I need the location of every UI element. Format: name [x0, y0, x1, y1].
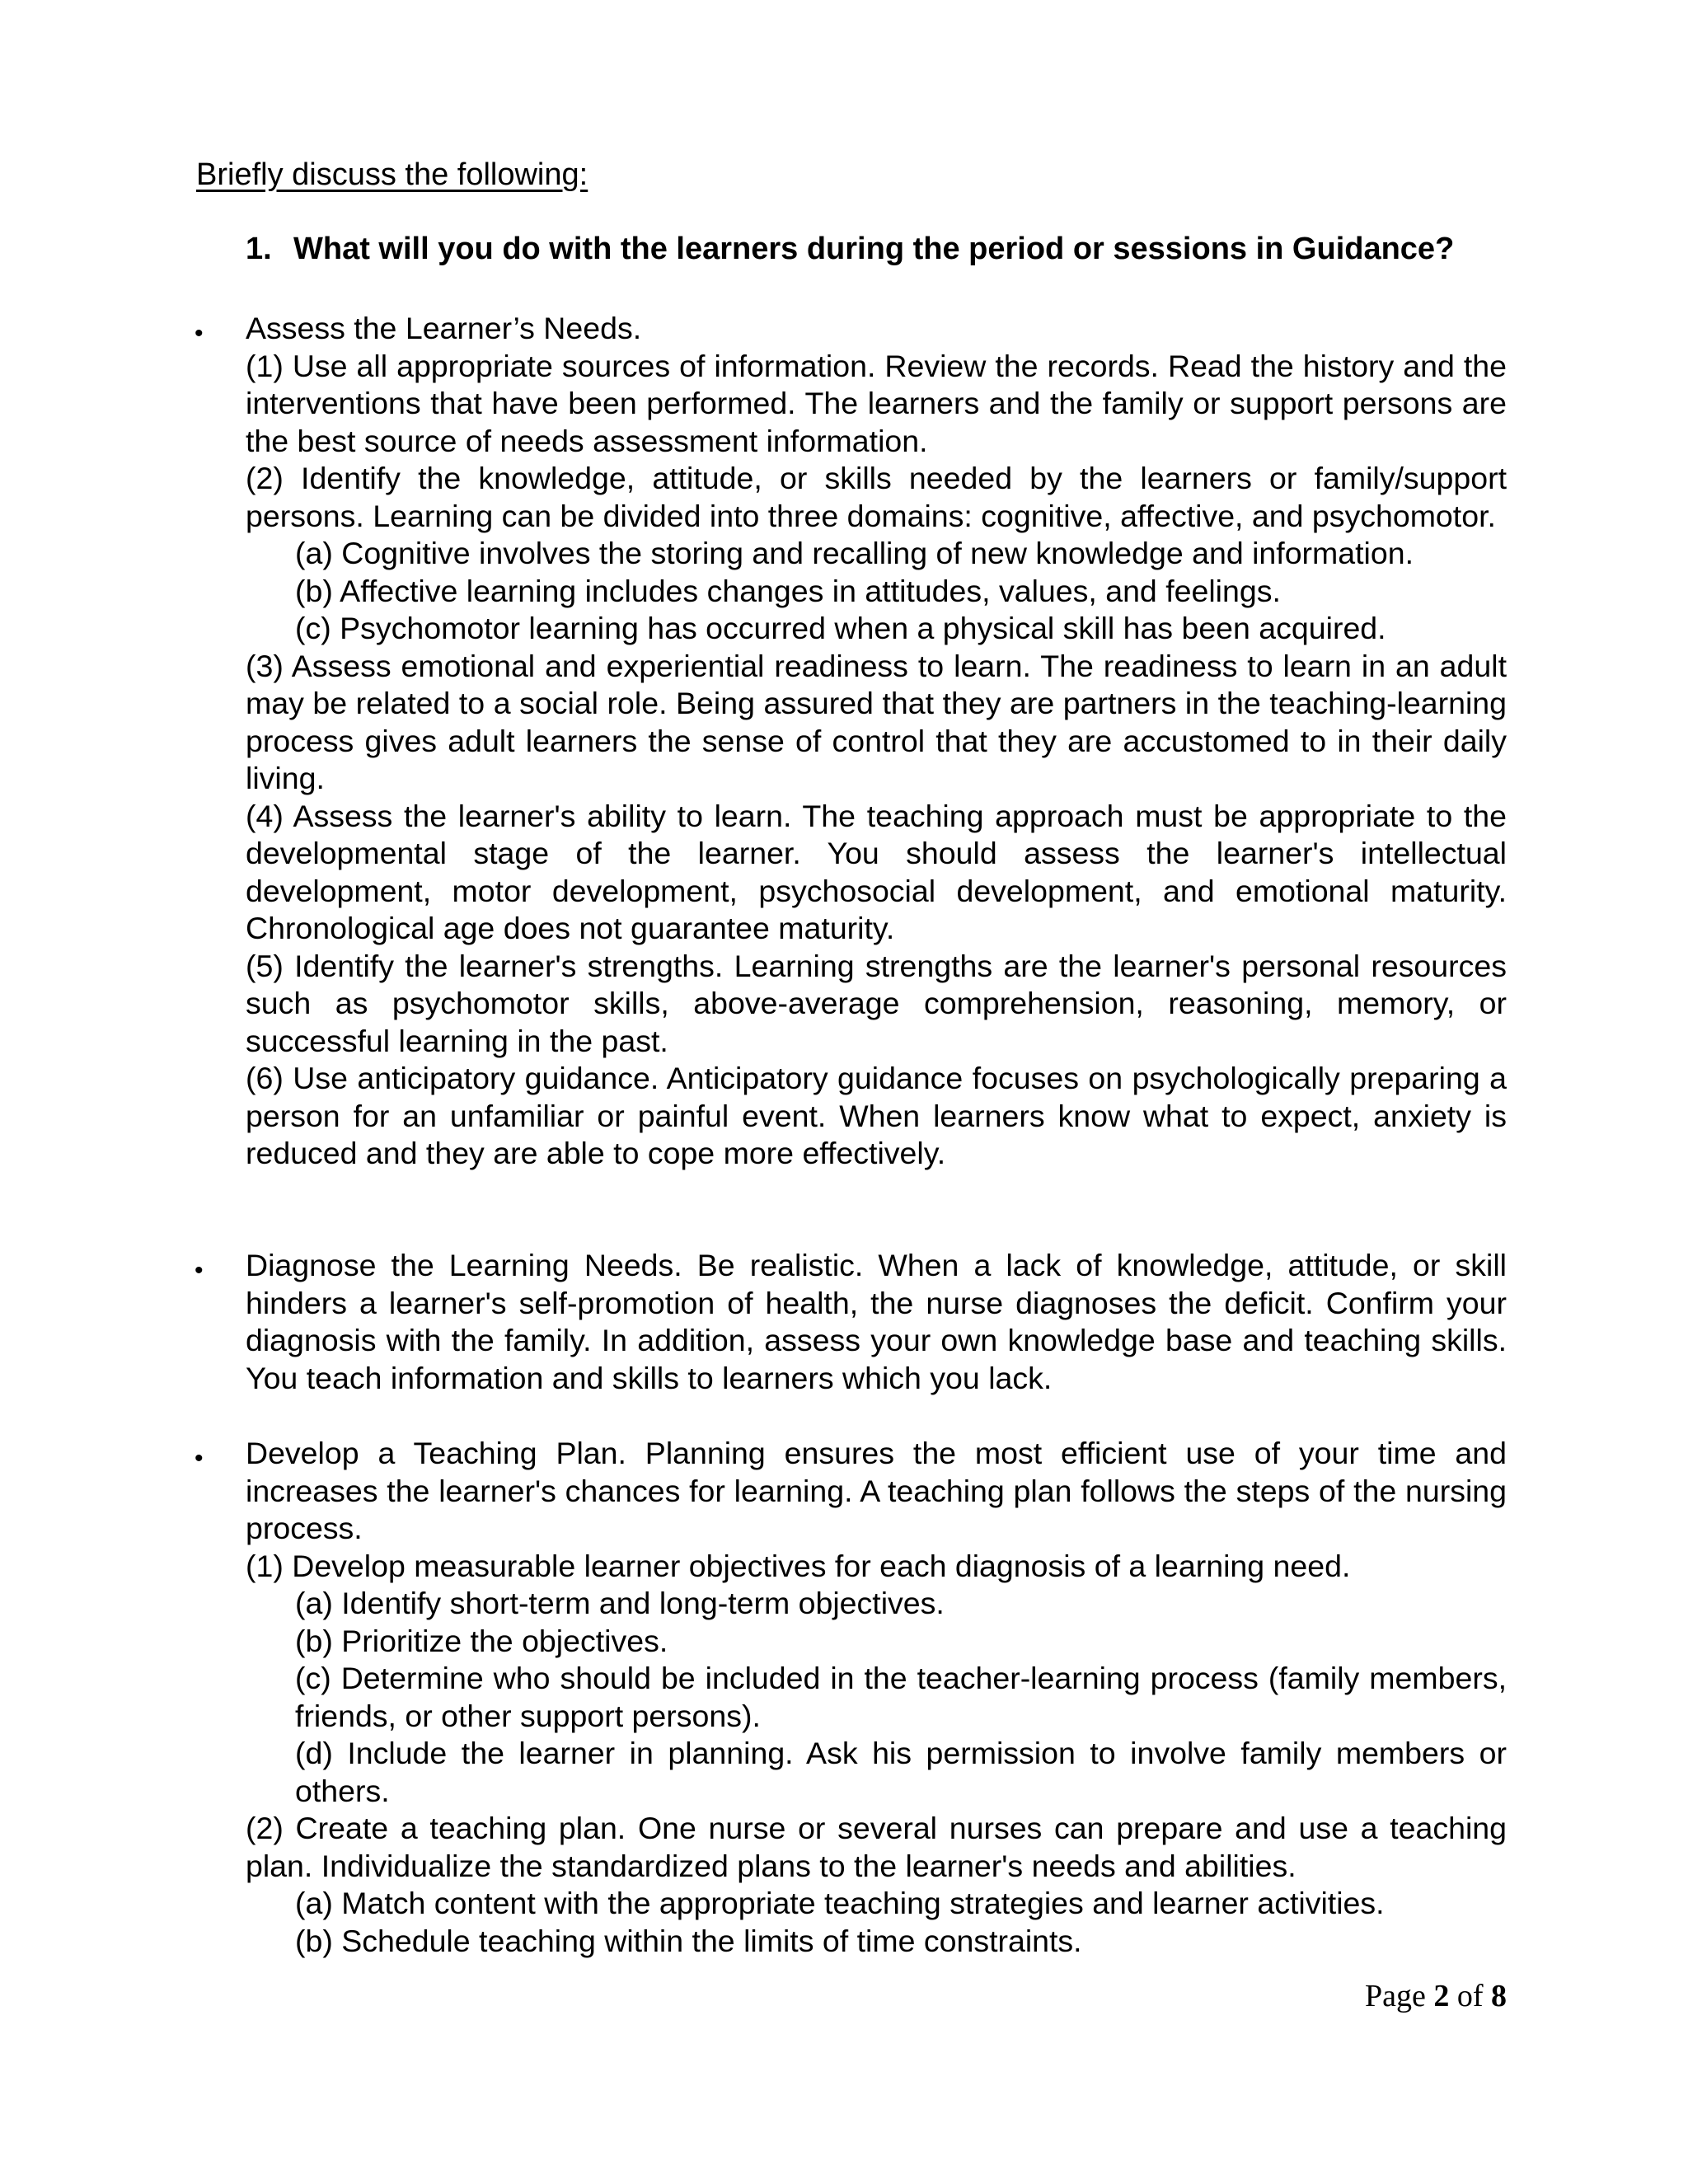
bullet-2: •: [195, 1257, 204, 1284]
total-pages: 8: [1491, 1979, 1507, 2013]
paragraph: (3) Assess emotional and experiential readiness to learn. The readiness to learn in an adult may be related to a social role. Being assured that they are partners in the teaching-learning process gives adult learners the sense of control that they are accustomed to in their daily living.: [246, 648, 1507, 795]
paragraph: (4) Assess the learner's ability to learn. The teaching approach must be appropriate to the developmental stage of the learner. You should assess the learner's intellectual development, motor development, psychosocial development, and emotional maturity. Chronological age does not guarantee maturity.: [246, 798, 1507, 945]
of-word: of: [1456, 1979, 1484, 2013]
paragraph: (2) Create a teaching plan. One nurse or several nurses can prepare and use a teaching plan. Individualize the standardized plans to the learner's needs and abilities.: [246, 1811, 1507, 1883]
paragraph: Diagnose the Learning Needs. Be realistic. When a lack of knowledge, attitude, or skill hinders a learner's self-promotion of health, the nurse diagnoses the deficit. Confirm your diagnosis with the family. In addition, assess your own knowledge base and teaching skills. You teach information and skills to learners which you lack.: [246, 1248, 1507, 1395]
section-assess-needs: [246, 310, 1507, 1173]
sub-item: (b) Schedule teaching within the limits of time constraints.: [295, 1923, 1082, 1958]
question-1: [246, 229, 1454, 269]
paragraph: (1) Develop measurable learner objectives for each diagnosis of a learning need.: [246, 1548, 1351, 1583]
paragraph: (1) Use all appropriate sources of information. Review the records. Read the history and the interventions that have been performed. The learners and the family or support persons are the best source of needs assessment information.: [246, 348, 1507, 458]
paragraph: Develop a Teaching Plan. Planning ensures the most efficient use of your time and increases the learner's chances for learning. A teaching plan follows the steps of the nursing process.: [246, 1436, 1507, 1545]
sub-item: (c) Determine who should be included in the teacher-learning process (family members, friends, or other support persons).: [295, 1661, 1507, 1733]
bullet-3: •: [195, 1445, 204, 1472]
sub-item: (b) Affective learning includes changes in attitudes, values, and feelings.: [295, 573, 1281, 608]
paragraph: (5) Identify the learner's strengths. Learning strengths are the learner's personal resources such as psychomotor skills, above-average comprehension, reasoning, memory, or successful learning in the past.: [246, 948, 1507, 1058]
current-page: 2: [1433, 1979, 1450, 2013]
sub-item: (a) Identify short-term and long-term objectives.: [295, 1586, 945, 1620]
paragraph: (6) Use anticipatory guidance. Anticipatory guidance focuses on psychologically preparing a person for an unfamiliar or painful event. When learners know what to expect, anxiety is reduced and they are able to cope more effectively.: [246, 1061, 1507, 1170]
page-word: Page: [1364, 1979, 1426, 2013]
section-teaching-plan: [246, 1435, 1507, 1960]
sub-item: (a) Cognitive involves the storing and recalling of new knowledge and information.: [295, 536, 1414, 570]
sub-item: (d) Include the learner in planning. Ask his permission to involve family members or others.: [295, 1736, 1507, 1808]
section-title: Assess the Learner’s Needs.: [246, 311, 642, 345]
section-heading: Briefly discuss the following:: [196, 157, 588, 192]
paragraph: (2) Identify the knowledge, attitude, or skills needed by the learners or family/support persons. Learning can be divided into three domains: cognitive, affective, and psychomotor.: [246, 461, 1507, 533]
section-diagnose-needs: [246, 1247, 1507, 1397]
bullet-1: •: [195, 320, 204, 347]
question-number: 1.: [246, 232, 272, 266]
page-number: [1365, 1976, 1507, 2016]
question-text: What will you do with the learners during the period or sessions in Guidance?: [293, 232, 1455, 266]
sub-item: (a) Match content with the appropriate teaching strategies and learner activities.: [295, 1886, 1385, 1920]
sub-item: (c) Psychomotor learning has occurred when a physical skill has been acquired.: [295, 611, 1386, 645]
sub-item: (b) Prioritize the objectives.: [295, 1623, 668, 1658]
